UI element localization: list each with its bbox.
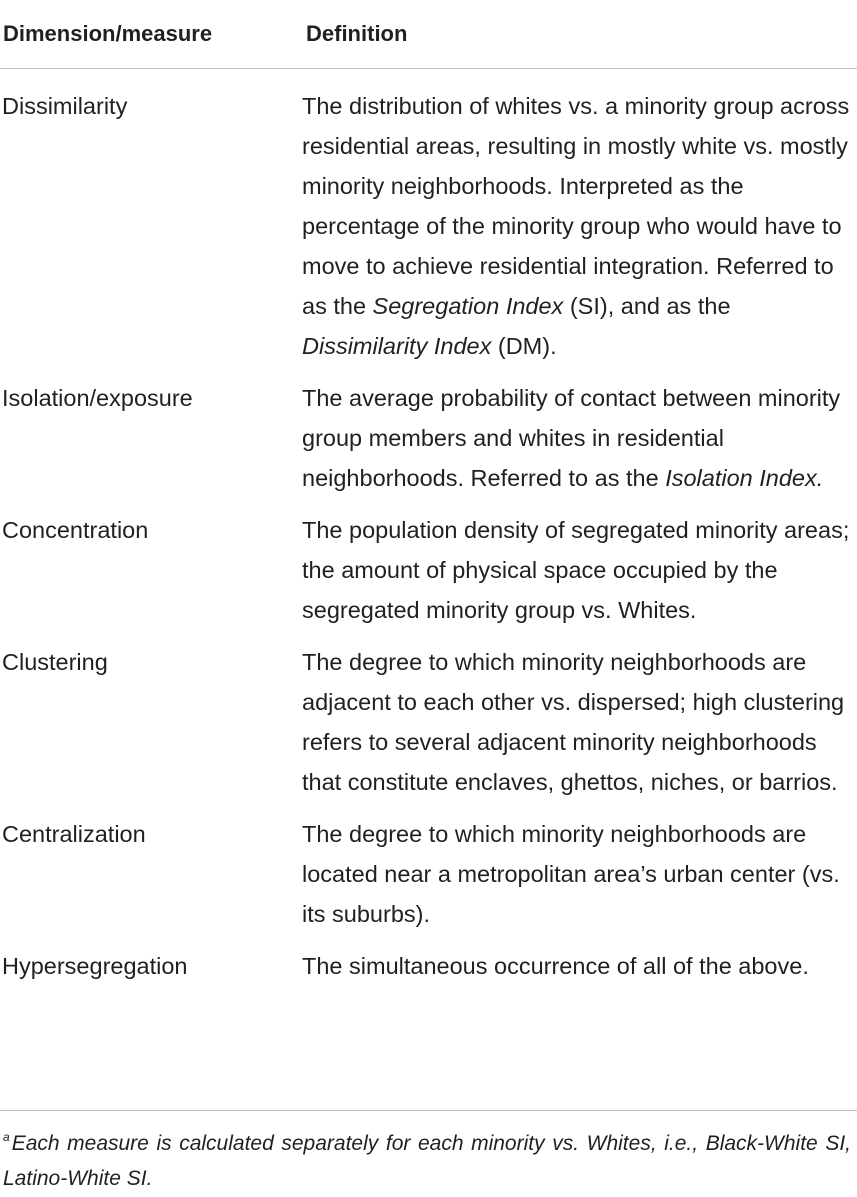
table-row — [0, 86, 857, 366]
footnote-text: Each measure is calculated separately for each minority vs. Whites, i.e., Black-White SI, Latino-White SI. — [3, 1132, 851, 1190]
table-row — [0, 946, 857, 986]
row-term: Centralization — [2, 821, 146, 847]
definition-text: The degree to which minority neighborhoods are located near a metropolitan area’s urban center (vs. its suburbs). — [302, 821, 840, 927]
header-dimension: Dimension/measure — [3, 21, 213, 46]
definition-emphasis: Isolation Index. — [665, 465, 824, 491]
table-row — [0, 510, 857, 630]
definition-text: The simultaneous occurrence of all of the above. — [302, 953, 809, 979]
definition-text: The average probability of contact between minority group members and whites in residential neighborhoods. Referred to as the — [302, 385, 841, 491]
table-row — [0, 378, 857, 498]
row-definition — [302, 814, 857, 934]
row-definition — [302, 946, 857, 986]
row-term: Clustering — [2, 649, 108, 675]
definition-text: The population density of segregated minority areas; the amount of physical space occupied by the segregated minority group vs. Whites. — [302, 517, 850, 623]
definition-text: (SI), and as the — [563, 293, 731, 319]
footnote-marker: a — [3, 1130, 10, 1144]
row-definition — [302, 510, 857, 630]
row-term: Isolation/exposure — [2, 385, 193, 411]
row-definition — [302, 86, 857, 366]
definition-text: (DM). — [491, 333, 557, 359]
definition-text: The distribution of whites vs. a minority group across residential areas, resulting in mostly white vs. mostly minority neighborhoods. Interpreted as the percentage of the minority group who would have to move to achieve residential integration. Referred to as the — [302, 93, 850, 319]
table-row — [0, 642, 857, 802]
definition-text: The degree to which minority neighborhoods are adjacent to each other vs. dispersed; high clustering refers to several adjacent minority neighborhoods that constitute enclaves, ghettos, niches, or barrios. — [302, 649, 845, 795]
row-term: Dissimilarity — [2, 93, 128, 119]
definition-emphasis: Segregation Index — [372, 293, 564, 319]
row-definition — [302, 378, 857, 498]
definition-emphasis: Dissimilarity Index — [302, 333, 492, 359]
table-body — [0, 69, 857, 986]
table-row — [0, 814, 857, 934]
row-term: Concentration — [2, 517, 149, 543]
footer-divider — [0, 1110, 857, 1111]
header-definition: Definition — [306, 21, 408, 46]
table-footnote — [3, 1126, 851, 1196]
table-header — [0, 0, 857, 69]
row-definition — [302, 642, 857, 802]
row-term: Hypersegregation — [2, 953, 188, 979]
